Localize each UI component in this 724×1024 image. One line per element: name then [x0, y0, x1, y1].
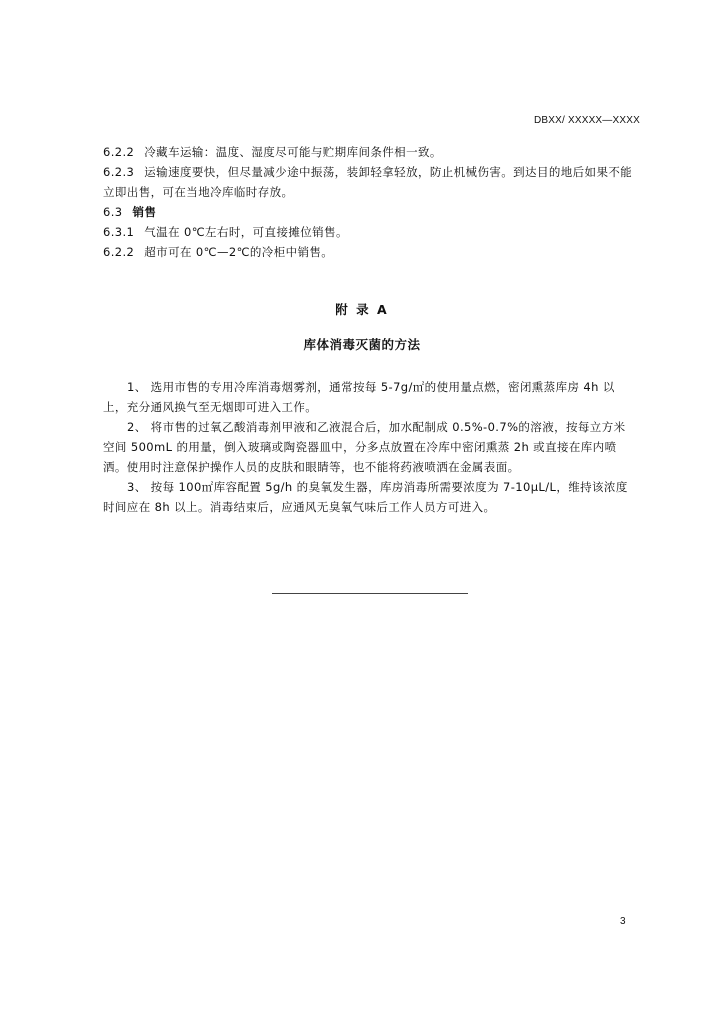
appendix-item-1: 1、 选用市售的专用冷库消毒烟雾剂，通常按每 5-7g/㎡的使用量点燃，密闭熏蒸库房 4h 以上，充分通风换气至无烟即可进入工作。: [103, 380, 615, 414]
section-6-body: [103, 142, 637, 262]
clause-number: 6.2.3: [103, 165, 135, 179]
clause-heading: 销售: [132, 205, 157, 219]
clause-number: 6.3.1: [103, 225, 135, 239]
clause-text: 气温在 0℃左右时，可直接摊位销售。: [144, 225, 348, 239]
clause-number: 6.2.2: [103, 245, 135, 259]
clause-text: 运输速度要快，但尽量减少途中振荡，装卸轻拿轻放，防止机械伤害。到达目的地后如果不能立即出售，可在当地冷库临时存放。: [103, 165, 633, 199]
appendix-title: 库体消毒灭菌的方法: [303, 337, 421, 352]
page-number: 3: [620, 916, 626, 927]
clause-6-3: [103, 202, 637, 222]
end-divider: [272, 593, 468, 594]
clause-text: 超市可在 0℃—2℃的冷柜中销售。: [144, 245, 334, 259]
standard-code: DBXX/ XXXXX—XXXX: [533, 115, 640, 126]
clause-text: 冷藏车运输：温度、湿度尽可能与贮期库间条件相一致。: [144, 145, 442, 159]
clause-6-3-1: [103, 222, 637, 242]
clause-6-2-2-b: [103, 242, 637, 262]
appendix-label: 附 录 A: [335, 302, 389, 317]
clause-number: 6.2.2: [103, 145, 135, 159]
clause-6-2-2: [103, 142, 637, 162]
appendix-item-2: 2、 将市售的过氧乙酸消毒剂甲液和乙液混合后，加水配制成 0.5%-0.7%的溶液，按每立方米空间 500mL 的用量，倒入玻璃或陶瓷器皿中，分多点放置在冷库中密闭熏蒸 2h 或直接在库内喷洒。使用时注意保护操作人员的皮肤和眼睛等，也不能将药液喷洒在金属表面。: [103, 420, 626, 474]
clause-number: 6.3: [103, 205, 123, 219]
clause-6-2-3: [103, 162, 637, 202]
appendix-item-3: 3、 按每 100㎡库容配置 5g/h 的臭氧发生器，库房消毒所需要浓度为 7-10μL/L，维持该浓度时间应在 8h 以上。消毒结束后，应通风无臭氧气味后工作人员方可进入。: [103, 480, 628, 514]
appendix-body: [103, 377, 637, 517]
